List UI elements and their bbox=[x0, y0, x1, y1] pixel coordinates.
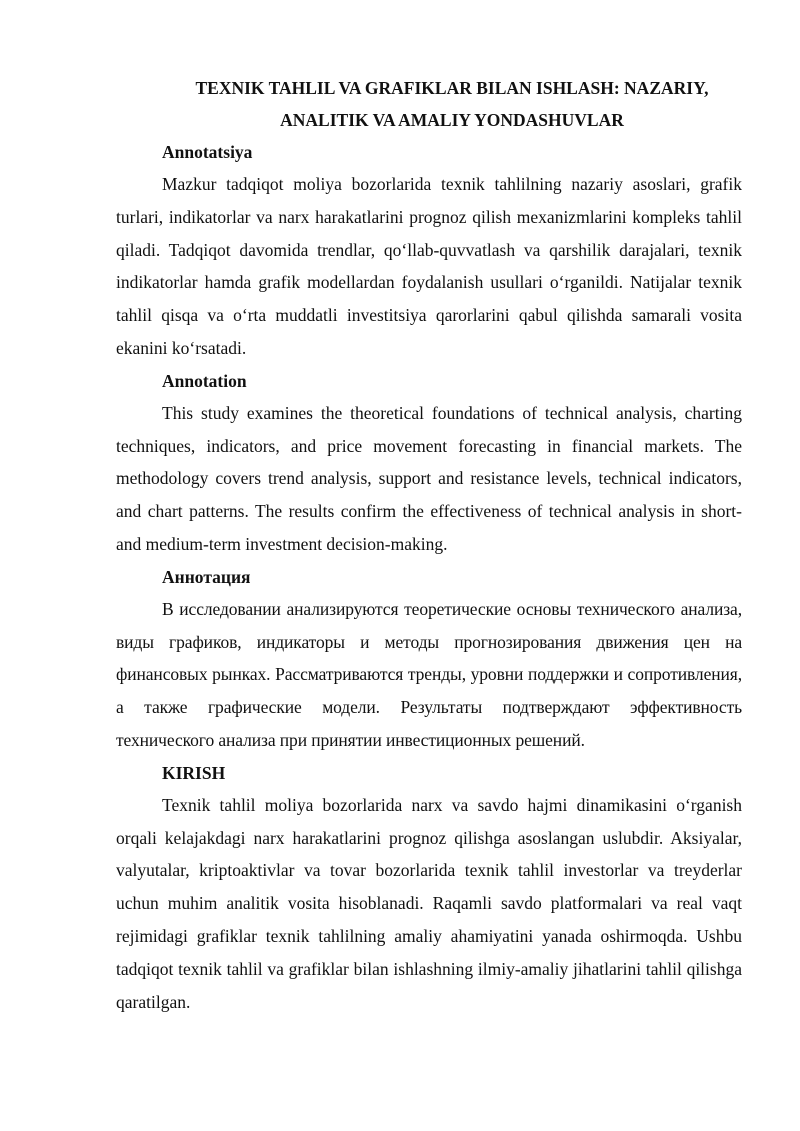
section-annotation bbox=[116, 365, 742, 561]
section-heading-kirish: KIRISH bbox=[162, 762, 226, 783]
section-kirish bbox=[116, 757, 742, 1019]
section-heading-annotatsiya-ru: Аннотация bbox=[162, 566, 251, 587]
section-text-annotatsiya-ru: В исследовании анализируются теоретические основы технического анализа, виды графиков, индикаторы и методы прогнозирования движения цен на финансовых рынках. Рассматриваются тренды, уровни поддержки и сопротивления, а также графические модели. Результаты подтверждают эффективность технического анализа при принятии инвестиционных решений. bbox=[116, 598, 742, 750]
section-text-kirish: Texnik tahlil moliya bozorlarida narx va savdo hajmi dinamikasini o‘rganish orqali kelajakdagi narx harakatlarini prognoz qilishga asoslangan uslubdir. Aksiyalar, valyutalar, kriptoaktivlar va tovar bozorlarida texnik tahlil investorlar va treyderlar uchun muhim analitik vosita hisoblanadi. Raqamli savdo platformalari va real vaqt rejimidagi grafiklar texnik tahlilning amaliy ahamiyatini yanada oshirmoqda. Ushbu tadqiqot texnik tahlil va grafiklar bilan ishlashning ilmiy-amaliy jihatlarini tahlil qilishga qaratilgan. bbox=[116, 794, 742, 1012]
section-annotatsiya-ru bbox=[116, 561, 742, 757]
document-page bbox=[116, 72, 742, 1018]
section-heading-annotation: Annotation bbox=[162, 370, 247, 391]
document-title: TEXNIK TAHLIL VA GRAFIKLAR BILAN ISHLASH: NAZARIY, ANALITIK VA AMALIY YONDASHUVLAR bbox=[195, 78, 709, 130]
section-text-annotation: This study examines the theoretical foundations of technical analysis, charting techniques, indicators, and price movement forecasting in financial markets. The methodology covers trend analysis, support and resistance levels, technical indicators, and chart patterns. The results confirm the effectiveness of technical analysis in short- and medium-term investment decision-making. bbox=[116, 402, 742, 554]
section-annotatsiya bbox=[116, 136, 742, 365]
section-text-annotatsiya: Mazkur tadqiqot moliya bozorlarida texnik tahlilning nazariy asoslari, grafik turlari, indikatorlar va narx harakatlarini prognoz qilish mexanizmlarini kompleks tahlil qiladi. Tadqiqot davomida trendlar, qo‘llab-quvvatlash va qarshilik darajalari, texnik indikatorlar hamda grafik modellardan foydalanish usullari o‘rganildi. Natijalar texnik tahlil qisqa va o‘rta muddatli investitsiya qarorlarini qabul qilishda samarali vosita ekanini ko‘rsatadi. bbox=[116, 174, 742, 358]
section-heading-annotatsiya: Annotatsiya bbox=[162, 142, 253, 162]
